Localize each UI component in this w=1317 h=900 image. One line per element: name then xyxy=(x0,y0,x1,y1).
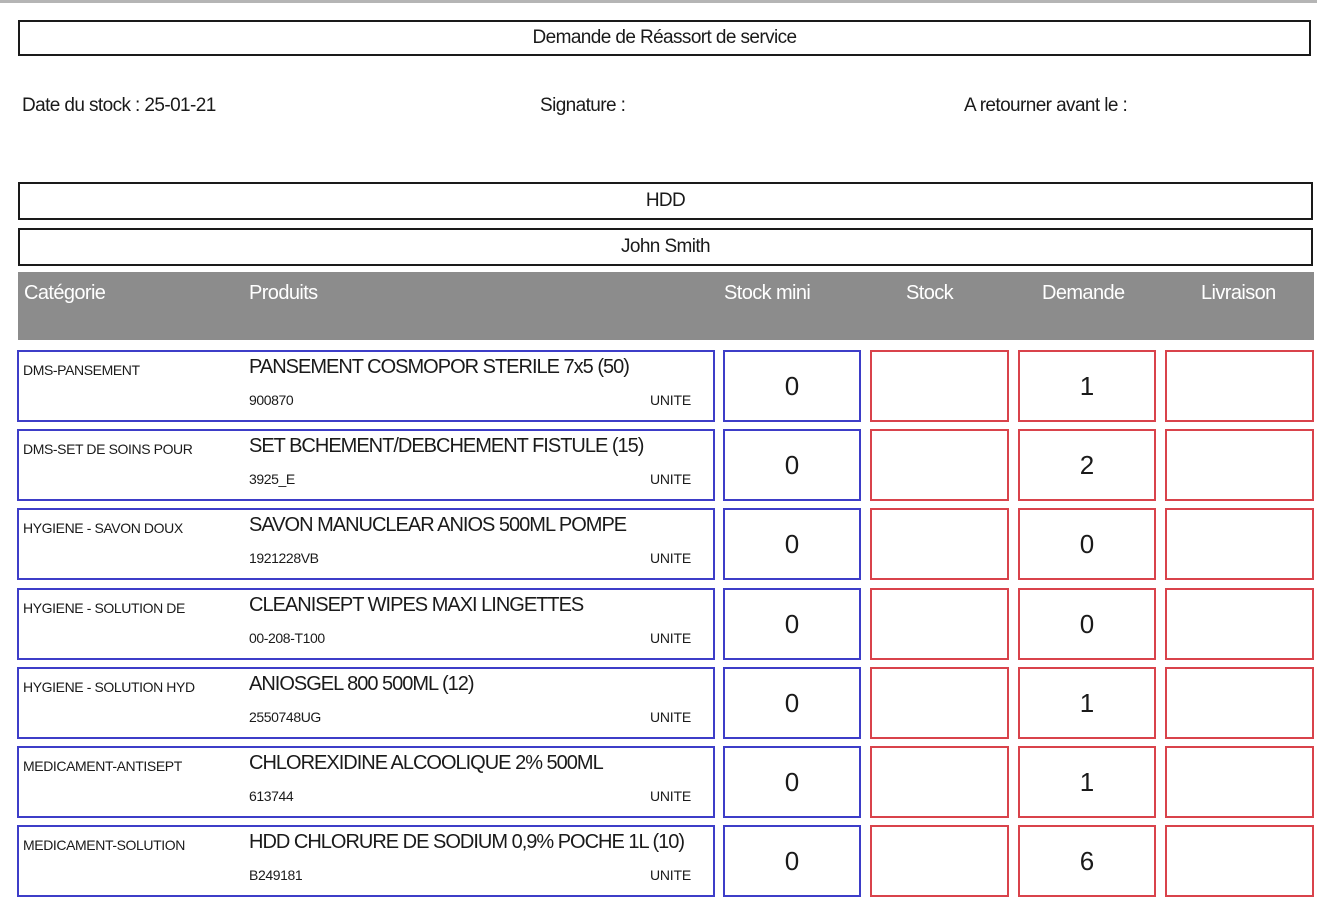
table-row xyxy=(0,746,1317,818)
product-unit: UNITE xyxy=(649,709,691,725)
table-row xyxy=(0,667,1317,739)
product-unit: UNITE xyxy=(649,471,691,487)
stock-mini-value: 0 xyxy=(723,350,861,422)
product-cell xyxy=(17,508,715,580)
product-cell xyxy=(17,588,715,660)
product-code: 900870 xyxy=(249,392,294,408)
product-unit: UNITE xyxy=(649,550,691,566)
stock-input[interactable] xyxy=(870,667,1009,739)
product-name: CHLOREXIDINE ALCOOLIQUE 2% 500ML xyxy=(249,752,603,774)
top-rule xyxy=(0,0,1317,3)
stock-input[interactable] xyxy=(870,746,1009,818)
category-label: HYGIENE - SAVON DOUX xyxy=(23,520,183,536)
product-unit: UNITE xyxy=(649,867,691,883)
stock-mini-value: 0 xyxy=(723,429,861,501)
demand-input[interactable]: 0 xyxy=(1018,508,1156,580)
delivery-input[interactable] xyxy=(1165,746,1314,818)
column-header-stock: Stock xyxy=(906,282,954,304)
category-label: DMS-PANSEMENT xyxy=(23,362,140,378)
product-name: SET BCHEMENT/DEBCHEMENT FISTULE (15) xyxy=(249,435,644,457)
column-header-stock-mini: Stock mini xyxy=(724,282,811,304)
product-cell xyxy=(17,429,715,501)
product-cell xyxy=(17,746,715,818)
stock-date-label: Date du stock : 25-01-21 xyxy=(22,95,216,116)
requester-band: John Smith xyxy=(18,228,1313,266)
stock-mini-value: 0 xyxy=(723,746,861,818)
table-row xyxy=(0,350,1317,422)
stock-mini-value: 0 xyxy=(723,825,861,897)
stock-input[interactable] xyxy=(870,825,1009,897)
product-code: 3925_E xyxy=(249,471,295,487)
product-name: HDD CHLORURE DE SODIUM 0,9% POCHE 1L (10) xyxy=(249,831,685,853)
delivery-input[interactable] xyxy=(1165,429,1314,501)
signature-label: Signature : xyxy=(540,95,626,116)
demand-input[interactable]: 1 xyxy=(1018,746,1156,818)
column-header-category: Catégorie xyxy=(24,282,106,304)
product-code: 613744 xyxy=(249,788,294,804)
demand-input[interactable]: 1 xyxy=(1018,350,1156,422)
product-code: 2550748UG xyxy=(249,709,321,725)
stock-input[interactable] xyxy=(870,350,1009,422)
product-cell xyxy=(17,825,715,897)
form-title: Demande de Réassort de service xyxy=(18,20,1311,56)
delivery-input[interactable] xyxy=(1165,667,1314,739)
product-name: SAVON MANUCLEAR ANIOS 500ML POMPE xyxy=(249,514,627,536)
column-header-products: Produits xyxy=(249,282,318,304)
table-row xyxy=(0,825,1317,897)
category-label: MEDICAMENT-ANTISEPT xyxy=(23,758,182,774)
product-unit: UNITE xyxy=(649,392,691,408)
delivery-input[interactable] xyxy=(1165,350,1314,422)
column-header-demand: Demande xyxy=(1042,282,1125,304)
stock-input[interactable] xyxy=(870,508,1009,580)
category-label: HYGIENE - SOLUTION HYD xyxy=(23,679,195,695)
product-unit: UNITE xyxy=(649,630,691,646)
table-row xyxy=(0,429,1317,501)
category-label: MEDICAMENT-SOLUTION xyxy=(23,837,185,853)
product-cell xyxy=(17,350,715,422)
table-row xyxy=(0,508,1317,580)
service-band: HDD xyxy=(18,182,1313,220)
stock-mini-value: 0 xyxy=(723,588,861,660)
demand-input[interactable]: 2 xyxy=(1018,429,1156,501)
delivery-input[interactable] xyxy=(1165,508,1314,580)
product-code: B249181 xyxy=(249,867,303,883)
table-row xyxy=(0,588,1317,660)
demand-input[interactable]: 0 xyxy=(1018,588,1156,660)
stock-mini-value: 0 xyxy=(723,667,861,739)
table-header xyxy=(18,272,1314,340)
product-unit: UNITE xyxy=(649,788,691,804)
product-code: 1921228VB xyxy=(249,550,319,566)
product-name: CLEANISEPT WIPES MAXI LINGETTES xyxy=(249,594,584,616)
product-cell xyxy=(17,667,715,739)
stock-input[interactable] xyxy=(870,429,1009,501)
delivery-input[interactable] xyxy=(1165,588,1314,660)
stock-input[interactable] xyxy=(870,588,1009,660)
product-name: PANSEMENT COSMOPOR STERILE 7x5 (50) xyxy=(249,356,629,378)
delivery-input[interactable] xyxy=(1165,825,1314,897)
category-label: DMS-SET DE SOINS POUR xyxy=(23,441,193,457)
product-name: ANIOSGEL 800 500ML (12) xyxy=(249,673,474,695)
return-before-label: A retourner avant le : xyxy=(964,95,1128,116)
product-code: 00-208-T100 xyxy=(249,630,325,646)
demand-input[interactable]: 6 xyxy=(1018,825,1156,897)
demand-input[interactable]: 1 xyxy=(1018,667,1156,739)
stock-mini-value: 0 xyxy=(723,508,861,580)
column-header-delivery: Livraison xyxy=(1201,282,1276,304)
category-label: HYGIENE - SOLUTION DE xyxy=(23,600,185,616)
